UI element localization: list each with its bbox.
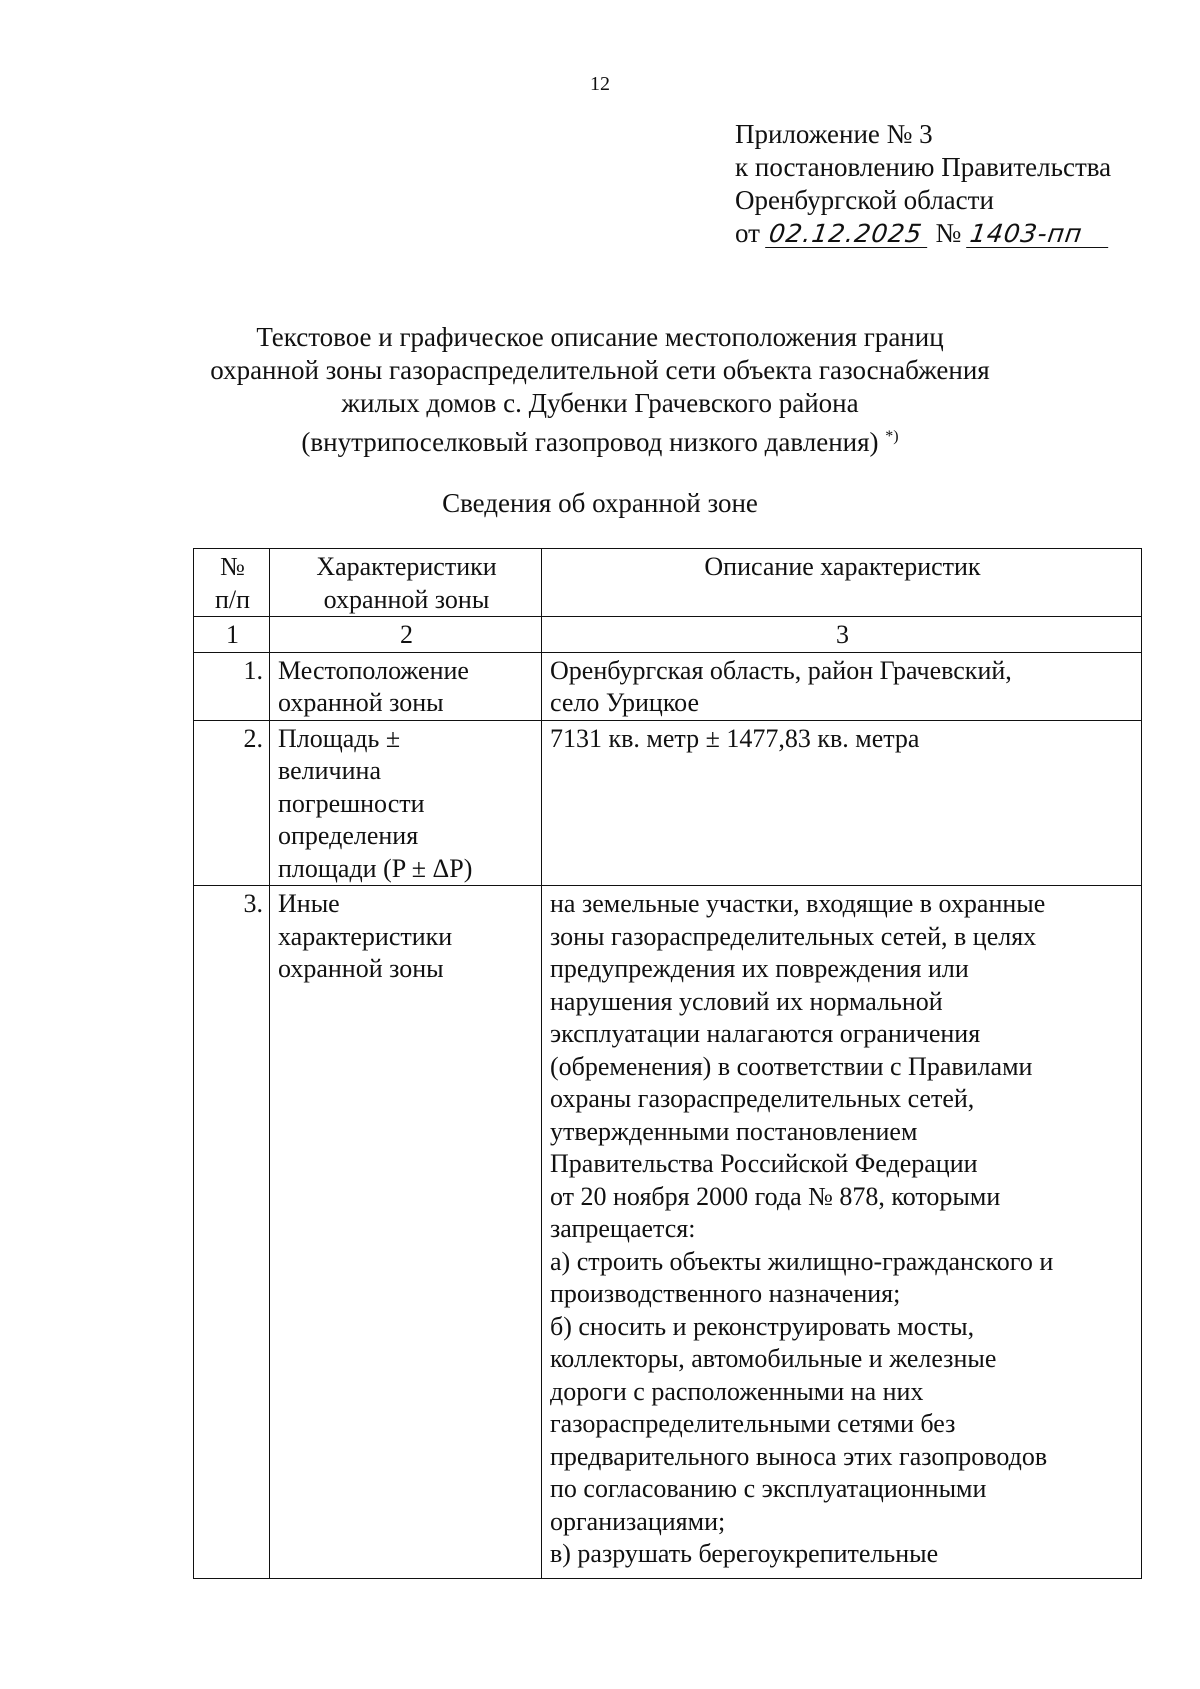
text-line: зоны газораспределительных сетей, в целях bbox=[550, 921, 1037, 951]
row-characteristic bbox=[270, 652, 542, 720]
text-line: Площадь ± bbox=[278, 723, 401, 753]
text-line: утвержденными постановлением bbox=[550, 1116, 918, 1146]
appendix-line-4 bbox=[735, 217, 1111, 250]
text-line: от 20 ноября 2000 года № 878, которыми bbox=[550, 1181, 1001, 1211]
text-line: охранной зоны bbox=[278, 954, 444, 983]
text-line: погрешности bbox=[278, 788, 425, 818]
appendix-line-3: Оренбургской области bbox=[735, 185, 994, 215]
handwritten-date: 02.12.2025 bbox=[765, 221, 931, 248]
document-title bbox=[0, 321, 1200, 459]
text-line: Иные bbox=[278, 889, 340, 918]
row-number: 2. bbox=[194, 720, 270, 886]
text-line: Местоположение bbox=[278, 655, 469, 685]
text-line: площади (P ± ΔP) bbox=[278, 853, 473, 883]
appendix-line-1: Приложение № 3 bbox=[735, 119, 933, 149]
protection-zone-table bbox=[193, 548, 1142, 1579]
text-line: охранной зоны bbox=[278, 688, 444, 717]
row-characteristic bbox=[270, 720, 542, 886]
handwritten-number: 1403-пп bbox=[966, 221, 1112, 248]
row-characteristic bbox=[270, 886, 542, 1579]
title-line-3: жилых домов с. Дубенки Грачевского района bbox=[341, 388, 859, 418]
text-line: на земельные участки, входящие в охранные bbox=[550, 889, 1046, 918]
text-line: эксплуатации налагаются ограничения bbox=[550, 1019, 981, 1048]
title-line-2: охранной зоны газораспределительной сети объекта газоснабжения bbox=[210, 355, 990, 385]
text-line: запрещается: bbox=[550, 1214, 696, 1243]
row-number: 1. bbox=[194, 652, 270, 720]
section-subtitle: Сведения об охранной зоне bbox=[442, 488, 758, 518]
table-row bbox=[194, 652, 1142, 720]
row-description bbox=[542, 652, 1142, 720]
header-cell-number bbox=[194, 549, 270, 617]
header-number-line-2: п/п bbox=[214, 584, 251, 614]
text-line: коллекторы, автомобильные и железные bbox=[550, 1344, 997, 1373]
row-description bbox=[542, 886, 1142, 1579]
header-cell-description bbox=[542, 549, 1142, 617]
text-line: (обременения) в соответствии с Правилами bbox=[550, 1051, 1033, 1081]
title-line-4 bbox=[0, 420, 1200, 459]
header-characteristic-line-1: Характеристики bbox=[316, 552, 497, 581]
text-line: предупреждения их повреждения или bbox=[550, 954, 969, 983]
text-line: Правительства Российской Федерации bbox=[550, 1149, 978, 1178]
text-line: организациями; bbox=[550, 1506, 726, 1536]
column-number-1: 1 bbox=[194, 617, 270, 653]
row-description bbox=[542, 720, 1142, 886]
text-line: охраны газораспределительных сетей, bbox=[550, 1084, 975, 1113]
appendix-line-2: к постановлению Правительства bbox=[735, 152, 1112, 182]
text-line: Оренбургская область, район Грачевский, bbox=[550, 655, 1012, 685]
header-number-line-1: № bbox=[220, 552, 245, 581]
text-line: предварительного выноса этих газопроводов bbox=[550, 1441, 1048, 1471]
text-line: газораспределительными сетями без bbox=[550, 1409, 956, 1438]
text-line: а) строить объекты жилищно-гражданского и bbox=[550, 1246, 1054, 1276]
column-number-2: 2 bbox=[270, 617, 542, 653]
text-line: в) разрушать берегоукрепительные bbox=[550, 1539, 939, 1568]
text-line: характеристики bbox=[278, 921, 453, 951]
text-line: б) сносить и реконструировать мосты, bbox=[550, 1311, 975, 1341]
text-line: дороги с расположенными на них bbox=[550, 1376, 924, 1406]
table-header-row bbox=[194, 549, 1142, 617]
number-label: № bbox=[935, 218, 962, 248]
text-line: по согласованию с эксплуатационными bbox=[550, 1474, 987, 1503]
header-characteristic-line-2: охранной зоны bbox=[323, 584, 490, 614]
footnote-mark: *) bbox=[885, 428, 899, 445]
table-row bbox=[194, 720, 1142, 886]
header-description-line-1: Описание характеристик bbox=[704, 552, 981, 581]
row-number: 3. bbox=[194, 886, 270, 1579]
column-number-3: 3 bbox=[542, 617, 1142, 653]
text-line: определения bbox=[278, 821, 419, 850]
appendix-block bbox=[735, 118, 1111, 250]
title-line-4-text: (внутрипоселковый газопровод низкого давления) bbox=[301, 427, 879, 457]
from-label: от bbox=[735, 218, 760, 248]
page-number: 12 bbox=[590, 73, 610, 95]
text-line: производственного назначения; bbox=[550, 1279, 901, 1308]
column-number-row bbox=[194, 617, 1142, 653]
text-line: нарушения условий их нормальной bbox=[550, 986, 943, 1016]
table-row bbox=[194, 886, 1142, 1579]
text-line: величина bbox=[278, 756, 381, 785]
header-cell-characteristic bbox=[270, 549, 542, 617]
text-line: село Урицкое bbox=[550, 688, 699, 717]
title-line-1: Текстовое и графическое описание местоположения границ bbox=[256, 322, 944, 352]
text-line: 7131 кв. метр ± 1477,83 кв. метра bbox=[550, 723, 920, 753]
